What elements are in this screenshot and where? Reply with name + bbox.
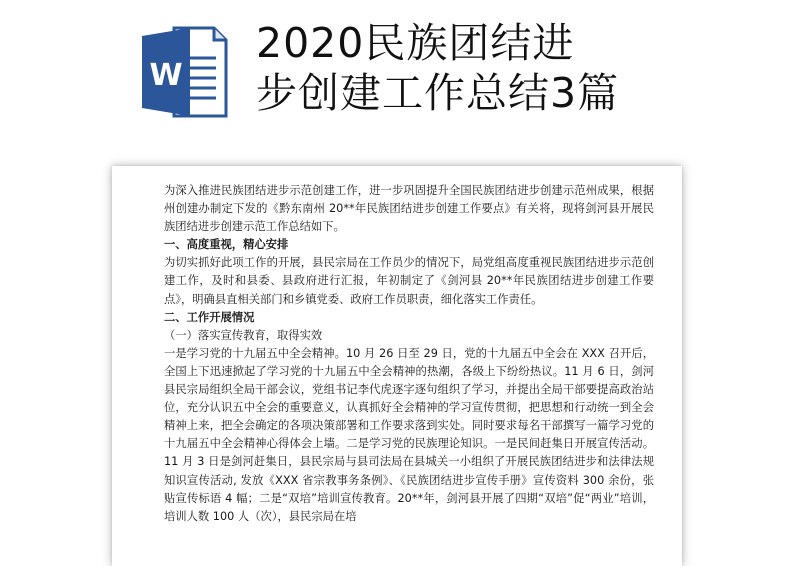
title-line-2: 步创建工作总结3篇 [256, 69, 620, 117]
subsection-1-paragraph: 一是学习党的十九届五中全会精神。10 月 26 日至 29 日，党的十九届五中全会在 XXX 召开后，全国上下迅速掀起了学习党的十九届五中全会精神的热潮，各级上下纷纷热议。11 月 6 日，剑河县民宗局组织全局干部会议，党组书记李代虎逐字逐句组织了学习，并提出全局干部要提高政治站位，充分认识五中全会的重要意义，认真抓好全会精神的学习宣传贯彻，把思想和行动统一到全会精神上来，把全会确定的各项决策部署和工作要求落到实处。同时要求每名干部撰写一篇学习党的十九届五中全会精神心得体会上墙。二是学习党的民族理论知识。一是民间赶集日开展宣传活动。11 月 3 日是剑河赶集日，县民宗局与县司法局在县城关一小组织了开展民族团结进步和法律法规知识宣传活动, 发放《XXX 省宗教事务条例》、《民族团结进步宣传手册》宣传资料 300 余份，张贴宣传标语 4 幅；二是“双培”培训宣传教育。20**年，剑河县开展了四期“双培”促“两业”培训，培训人数 100 人（次），县民宗局在培 [164, 346, 654, 523]
intro-paragraph: 为深入推进民族团结进步示范创建工作，进一步巩固提升全国民族团结进步创建示范州成果，根据州创建办制定下发的《黔东南州 20**年民族团结进步创建工作要点》有关将，现将剑河县开展民族团结进步创建示范工作总结如下。 [164, 184, 654, 234]
title-line-1: 2020民族团结进 [256, 19, 575, 67]
section-1-paragraph: 为切实抓好此项工作的开展，县民宗局在工作员少的情况下，局党组高度重视民族团结进步示范创建工作，及时和县委、县政府进行汇报，年初制定了《剑河县 20**年民族团结进步创建工作要点》，明确县直相关部门和乡镇党委、政府工作员职责，细化落实工作责任。 [164, 256, 654, 306]
page-title [256, 18, 776, 118]
document-body [164, 182, 654, 526]
word-document-icon [140, 22, 228, 122]
subsection-heading-1: （一）落实宣传教育，取得实效 [164, 328, 323, 342]
document-page-preview [112, 166, 682, 566]
section-heading-2: 二、工作开展情况 [164, 310, 255, 324]
section-heading-1: 一、高度重视，精心安排 [164, 238, 289, 252]
word-icon-letter: W [149, 58, 183, 93]
